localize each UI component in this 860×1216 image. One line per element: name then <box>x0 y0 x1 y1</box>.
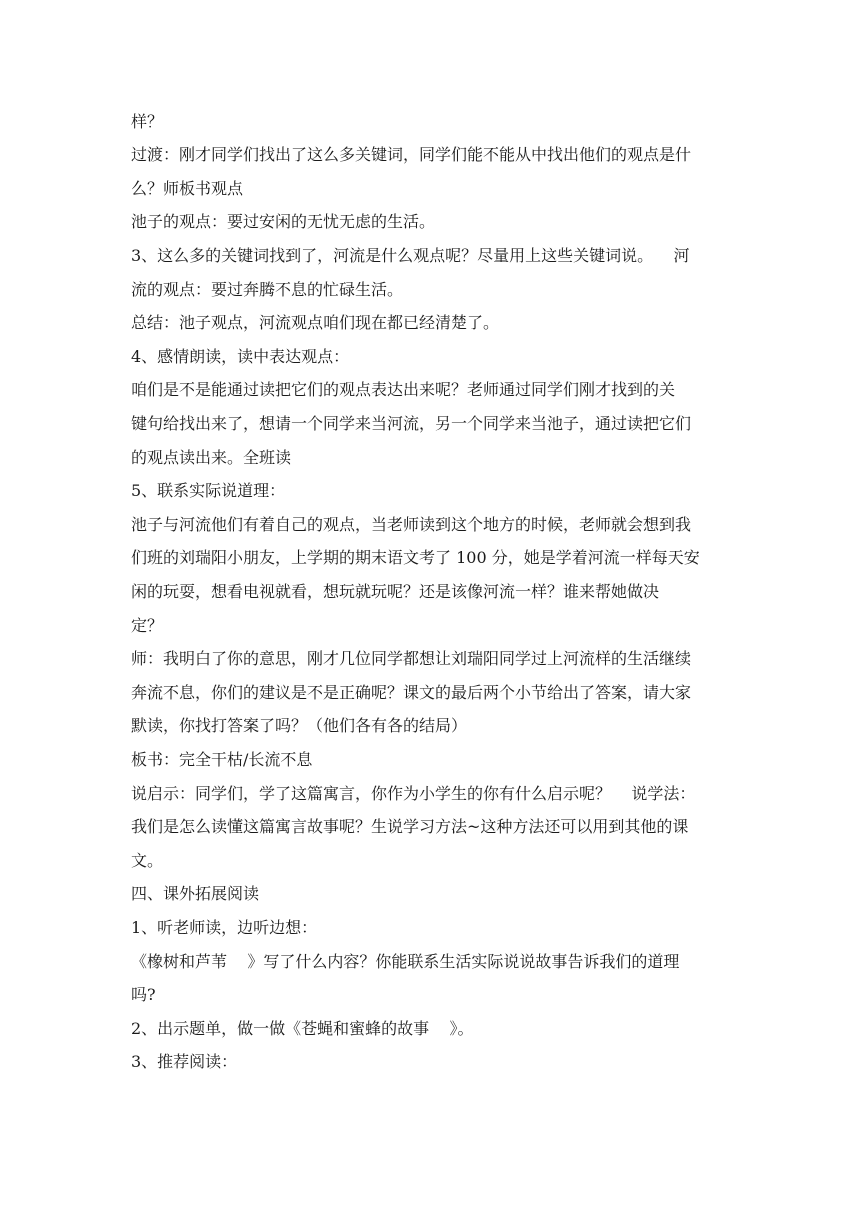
text-line: 奔流不息，你们的建议是不是正确呢？课文的最后两个小节给出了答案，请大家 <box>131 683 692 702</box>
text-line: 键句给找出来了，想请一个同学来当河流，另一个同学来当池子，通过读把它们 <box>131 414 692 433</box>
text-line: 板书：完全干枯/长流不息 <box>131 750 313 769</box>
text-line: 《橡树和芦苇 》写了什么内容？你能联系生活实际说说故事告诉我们的道理 <box>131 952 680 971</box>
text-line: 文。 <box>131 851 164 870</box>
text-line: 5、联系实际说道理： <box>131 481 286 500</box>
text-line: 四、课外拓展阅读 <box>131 884 260 903</box>
text-line: 我们是怎么读懂这篇寓言故事呢？生说学习方法~这种方法还可以用到其他的课 <box>131 817 689 836</box>
text-line: 咱们是不是能通过读把它们的观点表达出来呢？老师通过同学们刚才找到的关 <box>131 380 676 399</box>
text-line: 总结：池子观点，河流观点咱们现在都已经清楚了。 <box>131 313 500 332</box>
text-line: 池子的观点：要过安闲的无忧无虑的生活。 <box>131 212 436 231</box>
text-line: 3、这么多的关键词找到了，河流是什么观点呢？尽量用上这些关键词说。 河 <box>131 246 690 265</box>
text-line: 吗? <box>131 985 156 1004</box>
text-line: 默读，你找打答案了吗？（他们各有各的结局） <box>131 716 468 735</box>
text-line: 3、推荐阅读： <box>131 1052 238 1071</box>
text-line: 2、出示题单，做一做《苍蝇和蜜蜂的故事 》。 <box>131 1019 474 1038</box>
text-line: 说启示：同学们，学了这篇寓言，你作为小学生的你有什么启示呢？ 说学法： <box>131 784 696 803</box>
text-line: 4、感情朗读，读中表达观点： <box>131 347 350 366</box>
text-line: 闲的玩耍，想看电视就看，想玩就玩呢？还是该像河流一样？谁来帮她做决 <box>131 582 660 601</box>
text-line: 定？ <box>131 616 164 635</box>
text-line: 样？ <box>131 112 164 131</box>
text-line: 的观点读出来。全班读 <box>131 448 292 467</box>
text-line: 们班的刘瑞阳小朋友，上学期的期末语文考了 100 分，她是学着河流一样每天安 <box>131 548 700 567</box>
text-line: 流的观点：要过奔腾不息的忙碌生活。 <box>131 280 404 299</box>
text-line: 过渡：刚才同学们找出了这么多关键词，同学们能不能从中找出他们的观点是什 <box>131 145 692 164</box>
text-line: 么？师板书观点 <box>131 179 244 198</box>
text-line: 1、听老师读，边听边想： <box>131 918 318 937</box>
text-line: 池子与河流他们有着自己的观点，当老师读到这个地方的时候，老师就会想到我 <box>131 515 692 534</box>
text-line: 师：我明白了你的意思，刚才几位同学都想让刘瑞阳同学过上河流样的生活继续 <box>131 649 692 668</box>
